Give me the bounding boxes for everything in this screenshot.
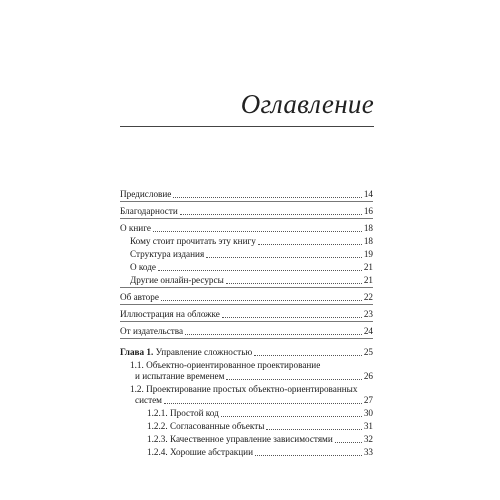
dot-leader (180, 213, 362, 215)
toc-entry-title: 1.2.1. Простой код (147, 408, 219, 418)
chapter-label: Глава 1. (120, 347, 154, 357)
toc-entry-page: 23 (363, 309, 373, 319)
dot-leader (158, 269, 362, 271)
toc-entry-title: Об авторе (120, 292, 159, 302)
toc-entry-title: Другие онлайн-ресурсы (130, 275, 224, 285)
section-divider (120, 201, 373, 202)
toc-entry-acknowledgments[interactable] (120, 204, 373, 217)
page-title: Оглавление (240, 89, 374, 119)
section-divider (120, 287, 373, 288)
section-divider (120, 304, 373, 305)
toc-entry-title: О коде (130, 262, 157, 272)
dot-leader (266, 428, 361, 430)
toc-entry-title: Структура издания (130, 249, 205, 259)
toc-entry-title: 1.2. Проектирование простых объектно-ориентированных (130, 384, 358, 394)
toc-entry-title: От издательства (120, 326, 184, 336)
toc-entry-title: Иллюстрация на обложке (120, 309, 220, 319)
toc-entry-title: Благодарности (120, 206, 178, 216)
dot-leader (153, 230, 362, 232)
toc-entry-title: 1.2.3. Качественное управление зависимостями (147, 434, 333, 444)
section-divider (120, 218, 373, 219)
dot-leader (222, 316, 362, 318)
dot-leader (335, 441, 362, 443)
toc-entry-title: 1.1. Объектно-ориентированное проектирование (130, 360, 321, 370)
toc-entry-about-author[interactable] (120, 290, 373, 303)
dot-leader (226, 378, 361, 380)
toc-entry-page: 32 (363, 434, 373, 444)
toc-entry-page: 21 (363, 275, 373, 285)
toc-entry-1-2-3[interactable] (147, 432, 373, 445)
dot-leader (206, 256, 362, 258)
dot-leader (185, 333, 362, 335)
toc-entry-publisher[interactable] (120, 324, 373, 337)
toc-entry-page: 22 (363, 292, 373, 302)
toc-entry-page: 25 (363, 347, 373, 357)
toc-entry-title: 1.2.2. Согласованные объекты (147, 421, 265, 431)
toc-entry-title: систем (130, 395, 163, 406)
dot-leader (226, 282, 362, 284)
section-divider (120, 338, 373, 339)
toc-entry-1-2-1[interactable] (147, 406, 373, 419)
chapter-title: Управление сложностью (155, 347, 253, 357)
dot-leader (164, 402, 362, 404)
toc-entry-online-resources[interactable] (130, 273, 373, 286)
toc-entry-preface[interactable] (120, 187, 373, 200)
toc-entry-1-1[interactable] (130, 369, 373, 382)
toc-entry-chapter-1[interactable] (120, 345, 373, 358)
toc-entry-structure[interactable] (130, 247, 373, 260)
dot-leader (173, 196, 361, 198)
toc-entry-title: и испытание временем (130, 371, 225, 382)
toc-entry-about-code[interactable] (130, 260, 373, 273)
dot-leader (221, 415, 362, 417)
toc-entry-page: 24 (363, 326, 373, 336)
toc-entry-page: 26 (363, 371, 373, 381)
toc-entry-1-2-4[interactable] (147, 445, 373, 458)
toc-entry-page: 14 (363, 189, 373, 199)
toc-entry-cover-illustration[interactable] (120, 307, 373, 320)
toc-entry-page: 33 (363, 447, 373, 457)
title-divider (120, 126, 374, 127)
section-divider (120, 321, 373, 322)
toc-entry-1-2[interactable] (130, 393, 373, 406)
toc-entry-1-2-2[interactable] (147, 419, 373, 432)
toc-entry-title: Предисловие (120, 189, 172, 199)
toc-entry-page: 18 (363, 236, 373, 246)
toc-entry-page: 27 (363, 395, 373, 405)
toc-entry-page: 16 (363, 206, 373, 216)
toc-entry-audience[interactable] (130, 234, 373, 247)
toc-entry-title: 1.2.4. Хорошие абстракции (147, 447, 254, 457)
toc-entry-page: 31 (363, 421, 373, 431)
toc-entry-about-book[interactable] (120, 221, 373, 234)
toc-entry-title (120, 347, 253, 358)
toc-entry-page: 30 (363, 408, 373, 418)
dot-leader (258, 243, 362, 245)
dot-leader (255, 454, 362, 456)
toc-entry-title: О книге (120, 223, 151, 233)
dot-leader (254, 354, 362, 356)
toc-entry-page: 18 (363, 223, 373, 233)
toc-entry-page: 19 (363, 249, 373, 259)
dot-leader (161, 299, 362, 301)
toc-entry-page: 21 (363, 262, 373, 272)
toc-entry-title: Кому стоит прочитать эту книгу (130, 236, 256, 246)
